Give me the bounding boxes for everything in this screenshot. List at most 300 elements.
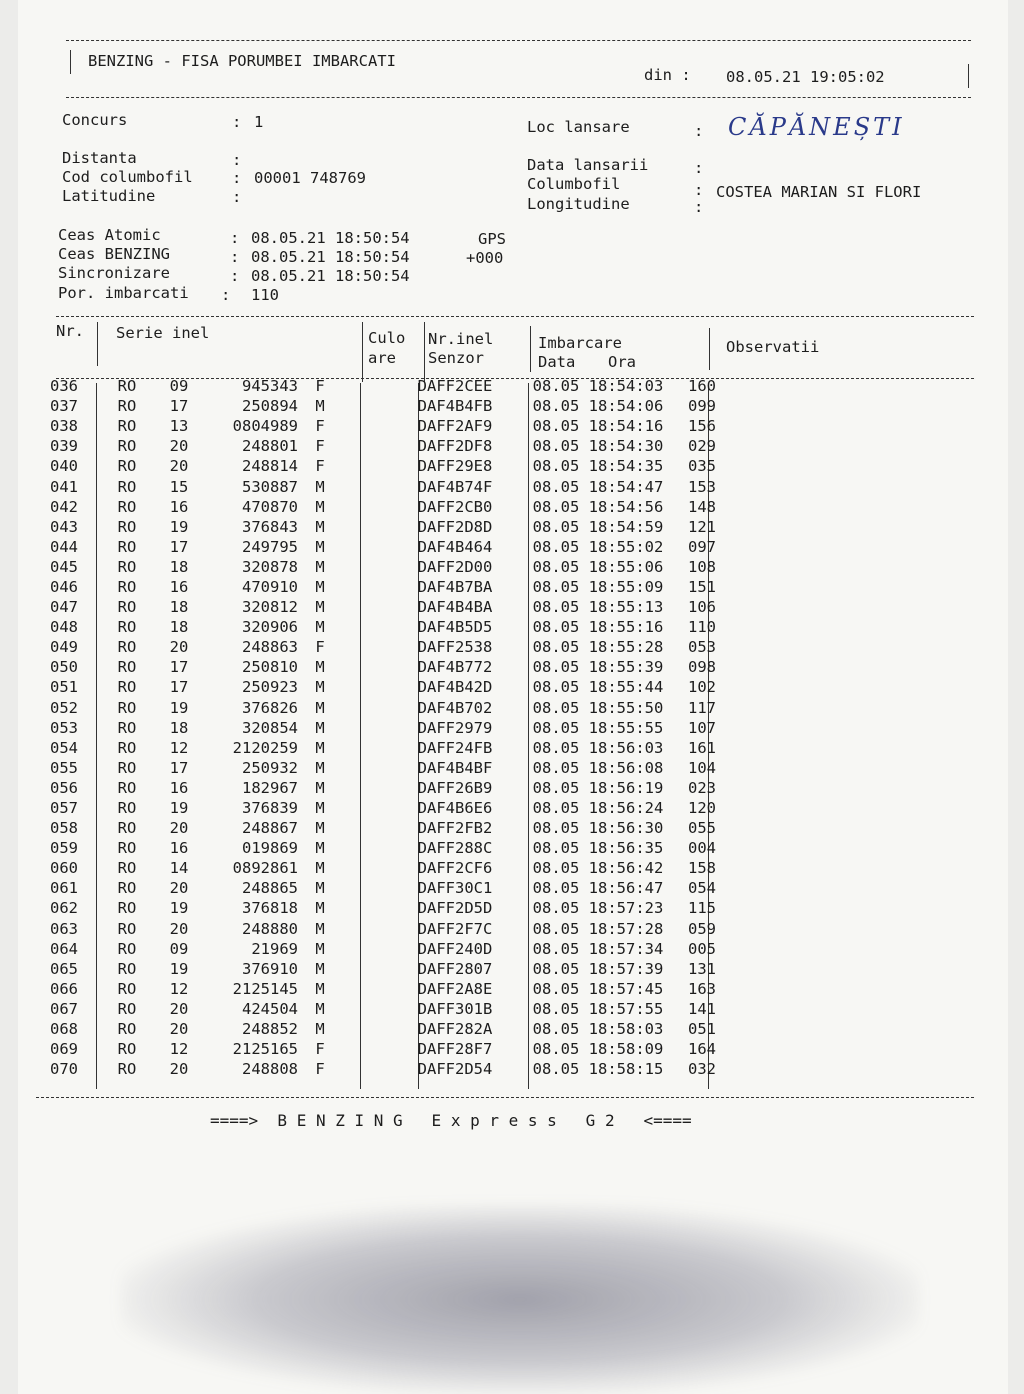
boarding-datetime	[508, 858, 688, 878]
cod-columbofil-label: Cod columbofil	[62, 168, 193, 186]
ring-color	[342, 1039, 402, 1059]
ring-row-nr: 036	[50, 377, 78, 396]
boarding-datetime	[508, 617, 688, 637]
ring-year: 18	[169, 718, 189, 737]
boarding-date: 08.05	[532, 879, 580, 898]
ring-year: 20	[169, 437, 189, 456]
table-row	[50, 778, 748, 798]
ring-number: 0804989	[232, 417, 298, 436]
col-culoare-header-2: are	[368, 349, 396, 367]
ring-number: 0892861	[232, 859, 298, 878]
ring-sex: M	[315, 658, 325, 677]
table-row	[50, 396, 748, 416]
boarding-date: 08.05	[532, 537, 580, 556]
boarding-time: 18:57:23	[588, 899, 664, 918]
ring-sex: F	[315, 638, 325, 657]
ring-sex: M	[315, 819, 325, 838]
boarding-date: 08.05	[532, 758, 580, 777]
ring-year: 19	[169, 698, 189, 717]
boarding-time: 18:56:08	[588, 758, 664, 777]
observation: 158	[688, 859, 716, 878]
observation: 163	[688, 979, 716, 998]
ring-sex: M	[315, 899, 325, 918]
din-value: 08.05.21 19:05:02	[726, 68, 885, 86]
observation: 023	[688, 778, 716, 797]
ring-row-nr: 054	[50, 738, 78, 757]
ring-sex: M	[315, 1020, 325, 1039]
boarding-datetime	[508, 657, 688, 677]
ceas-benzing-offset: +000	[466, 249, 504, 267]
boarding-datetime	[508, 1019, 688, 1039]
boarding-date: 08.05	[532, 457, 580, 476]
boarding-date: 08.05	[532, 979, 580, 998]
boarding-date: 08.05	[532, 899, 580, 918]
ring-sex: M	[315, 979, 325, 998]
footer-brand: ====> B E N Z I N G E x p r e s s G 2 <====	[210, 1111, 692, 1130]
boarding-date: 08.05	[532, 1020, 580, 1039]
boarding-datetime	[508, 1039, 688, 1059]
ceas-atomic-value: 08.05.21 18:50:54	[251, 229, 410, 247]
sincronizare-label: Sincronizare	[58, 264, 170, 282]
ring-sex: M	[315, 959, 325, 978]
boarding-datetime	[508, 798, 688, 818]
observation: 053	[688, 638, 716, 657]
table-row	[50, 738, 748, 758]
ring-number: 320812	[242, 598, 298, 617]
table-row	[50, 436, 748, 456]
ring-year: 14	[169, 859, 189, 878]
sensor-id: DAFF2FB2	[417, 819, 493, 838]
ceas-benzing-label: Ceas BENZING	[58, 245, 170, 263]
sincronizare-sep: :	[230, 267, 240, 285]
ring-number: 250932	[242, 758, 298, 777]
porumbei-imbarcati-sep: :	[221, 286, 231, 304]
ring-year: 20	[169, 1020, 189, 1039]
ring-color	[342, 1059, 402, 1079]
table-row	[50, 698, 748, 718]
sensor-id: DAFF2CB0	[417, 497, 493, 516]
ring-year: 09	[169, 377, 189, 396]
ring-year: 18	[169, 618, 189, 637]
boarding-time: 18:55:06	[588, 557, 664, 576]
observation: 032	[688, 1060, 716, 1079]
boarding-date: 08.05	[532, 577, 580, 596]
table-row	[50, 577, 748, 597]
ring-row-nr: 060	[50, 859, 78, 878]
col-observatii-header: Observatii	[726, 338, 820, 356]
sensor-id: DAFF24FB	[417, 738, 493, 757]
ring-sex: M	[315, 919, 325, 938]
ring-sex: M	[315, 517, 325, 536]
table-row	[50, 878, 748, 898]
table-row	[50, 919, 748, 939]
boarding-datetime	[508, 1059, 688, 1079]
ring-number: 470870	[242, 497, 298, 516]
boarding-datetime	[508, 818, 688, 838]
table-row	[50, 456, 748, 476]
ring-year: 19	[169, 517, 189, 536]
boarding-date: 08.05	[532, 718, 580, 737]
sensor-id: DAFF2979	[417, 718, 493, 737]
boarding-date: 08.05	[532, 1060, 580, 1079]
ring-year: 12	[169, 738, 189, 757]
ring-row-nr: 040	[50, 457, 78, 476]
table-row	[50, 517, 748, 537]
ring-number: 250810	[242, 658, 298, 677]
boarding-datetime	[508, 577, 688, 597]
boarding-datetime	[508, 919, 688, 939]
boarding-date: 08.05	[532, 417, 580, 436]
ring-country: RO	[117, 537, 137, 556]
ring-row-nr: 048	[50, 618, 78, 637]
observation: 153	[688, 477, 716, 496]
sensor-id: DAFF2D8D	[417, 517, 493, 536]
observation: 131	[688, 959, 716, 978]
cod-columbofil-sep: :	[232, 169, 242, 187]
ring-row-nr: 056	[50, 778, 78, 797]
ring-row-nr: 046	[50, 577, 78, 596]
ring-row-nr: 062	[50, 899, 78, 918]
ring-country: RO	[117, 638, 137, 657]
boarding-time: 18:55:44	[588, 678, 664, 697]
loc-lansare-sep: :	[694, 122, 704, 140]
col-senzor-header-2: Senzor	[428, 349, 484, 367]
ring-row-nr: 066	[50, 979, 78, 998]
ring-number: 530887	[242, 477, 298, 496]
ring-color	[342, 818, 402, 838]
boarding-time: 18:54:03	[588, 377, 664, 396]
boarding-time: 18:55:50	[588, 698, 664, 717]
ring-row-nr: 052	[50, 698, 78, 717]
col-separator-imbarcare	[709, 328, 710, 370]
ring-year: 17	[169, 658, 189, 677]
ring-number: 182967	[242, 778, 298, 797]
boarding-datetime	[508, 396, 688, 416]
table-row	[50, 376, 748, 396]
ring-year: 12	[169, 979, 189, 998]
boarding-datetime	[508, 416, 688, 436]
observation: 156	[688, 417, 716, 436]
ring-row-nr: 065	[50, 959, 78, 978]
boarding-time: 18:56:35	[588, 839, 664, 858]
ring-sex: M	[315, 557, 325, 576]
ring-color	[342, 898, 402, 918]
col-serie-header: Serie inel	[116, 324, 210, 342]
boarding-table-body	[50, 376, 748, 1079]
table-row	[50, 818, 748, 838]
col-senzor-header-1: Nr.inel	[428, 330, 494, 348]
data-lansarii-label: Data lansarii	[527, 156, 649, 174]
observation: 115	[688, 899, 716, 918]
table-row	[50, 939, 748, 959]
sensor-id: DAF4B5D5	[417, 618, 493, 637]
ring-sex: F	[315, 1060, 325, 1079]
boarding-datetime	[508, 637, 688, 657]
ring-sex: M	[315, 758, 325, 777]
distanta-label: Distanta	[62, 149, 137, 167]
boarding-date: 08.05	[532, 397, 580, 416]
ring-color	[342, 878, 402, 898]
ring-sex: F	[315, 1040, 325, 1059]
ring-color	[342, 416, 402, 436]
sincronizare-value: 08.05.21 18:50:54	[251, 267, 410, 285]
boarding-time: 18:56:47	[588, 879, 664, 898]
ring-sex: M	[315, 799, 325, 818]
boarding-date: 08.05	[532, 1040, 580, 1059]
ring-country: RO	[117, 598, 137, 617]
ring-number: 320906	[242, 618, 298, 637]
boarding-time: 18:55:13	[588, 598, 664, 617]
boarding-datetime	[508, 878, 688, 898]
boarding-time: 18:56:30	[588, 819, 664, 838]
boarding-table	[50, 376, 748, 1079]
ring-row-nr: 050	[50, 658, 78, 677]
ring-number: 21969	[251, 939, 298, 958]
boarding-datetime	[508, 597, 688, 617]
observation: 097	[688, 537, 716, 556]
concurs-sep: :	[232, 113, 242, 131]
ring-number: 376839	[242, 799, 298, 818]
ring-year: 16	[169, 497, 189, 516]
ring-color	[342, 858, 402, 878]
table-row	[50, 617, 748, 637]
ring-sex: M	[315, 537, 325, 556]
table-row	[50, 898, 748, 918]
table-row	[50, 959, 748, 979]
ring-color	[342, 677, 402, 697]
observation: 110	[688, 618, 716, 637]
boarding-datetime	[508, 537, 688, 557]
ring-row-nr: 043	[50, 517, 78, 536]
boarding-time: 18:57:34	[588, 939, 664, 958]
ring-year: 20	[169, 457, 189, 476]
ring-row-nr: 059	[50, 839, 78, 858]
boarding-datetime	[508, 517, 688, 537]
table-row	[50, 657, 748, 677]
boarding-time: 18:55:09	[588, 577, 664, 596]
ring-number: 248808	[242, 1060, 298, 1079]
ring-number: 248865	[242, 879, 298, 898]
boarding-datetime	[508, 838, 688, 858]
ring-sex: M	[315, 999, 325, 1018]
ring-number: 376826	[242, 698, 298, 717]
ring-row-nr: 061	[50, 879, 78, 898]
boarding-time: 18:58:15	[588, 1060, 664, 1079]
ring-color	[342, 999, 402, 1019]
ring-country: RO	[117, 457, 137, 476]
ring-sex: M	[315, 577, 325, 596]
ring-sex: M	[315, 598, 325, 617]
ring-number: 376910	[242, 959, 298, 978]
ring-country: RO	[117, 1020, 137, 1039]
observation: 164	[688, 1040, 716, 1059]
ring-sex: M	[315, 397, 325, 416]
table-row	[50, 476, 748, 496]
ring-country: RO	[117, 999, 137, 1018]
ring-number: 2125145	[232, 979, 298, 998]
boarding-date: 08.05	[532, 799, 580, 818]
boarding-time: 18:55:39	[588, 658, 664, 677]
boarding-datetime	[508, 999, 688, 1019]
sensor-id: DAFF29E8	[417, 457, 493, 476]
observation: 005	[688, 939, 716, 958]
ring-country: RO	[117, 778, 137, 797]
ring-sex: M	[315, 698, 325, 717]
sensor-id: DAFF2538	[417, 638, 493, 657]
ring-color	[342, 1019, 402, 1039]
ring-year: 19	[169, 899, 189, 918]
ring-sex: M	[315, 879, 325, 898]
ring-number: 248852	[242, 1020, 298, 1039]
boarding-time: 18:55:02	[588, 537, 664, 556]
ring-row-nr: 069	[50, 1040, 78, 1059]
ring-color	[342, 657, 402, 677]
table-row	[50, 999, 748, 1019]
sensor-id: DAFF301B	[417, 999, 493, 1018]
ring-country: RO	[117, 819, 137, 838]
ring-color	[342, 517, 402, 537]
boarding-time: 18:58:03	[588, 1020, 664, 1039]
ring-row-nr: 055	[50, 758, 78, 777]
boarding-datetime	[508, 898, 688, 918]
boarding-datetime	[508, 778, 688, 798]
header-top-border	[66, 40, 971, 41]
boarding-date: 08.05	[532, 557, 580, 576]
ring-country: RO	[117, 1060, 137, 1079]
ring-year: 16	[169, 778, 189, 797]
ring-country: RO	[117, 417, 137, 436]
ring-color	[342, 838, 402, 858]
boarding-date: 08.05	[532, 939, 580, 958]
ring-color	[342, 537, 402, 557]
ring-year: 18	[169, 598, 189, 617]
boarding-datetime	[508, 436, 688, 456]
col-data-header: Data	[538, 353, 576, 371]
ring-sex: F	[315, 377, 325, 396]
sensor-id: DAFF2807	[417, 959, 493, 978]
sensor-id: DAFF2DF8	[417, 437, 493, 456]
header-left-border	[70, 50, 71, 74]
boarding-time: 18:56:24	[588, 799, 664, 818]
ceas-atomic-label: Ceas Atomic	[58, 226, 161, 244]
ring-row-nr: 063	[50, 919, 78, 938]
ring-country: RO	[117, 477, 137, 496]
col-separator-culoare	[424, 322, 425, 382]
ring-row-nr: 037	[50, 397, 78, 416]
data-lansarii-sep: :	[694, 159, 704, 177]
ceas-benzing-value: 08.05.21 18:50:54	[251, 248, 410, 266]
boarding-date: 08.05	[532, 638, 580, 657]
porumbei-imbarcati-value: 110	[251, 286, 279, 304]
columbofil-value: COSTEA MARIAN SI FLORI	[716, 183, 922, 201]
ring-color	[342, 557, 402, 577]
table-row	[50, 858, 748, 878]
sensor-id: DAF4B702	[417, 698, 493, 717]
boarding-date: 08.05	[532, 819, 580, 838]
ring-country: RO	[117, 517, 137, 536]
ring-row-nr: 039	[50, 437, 78, 456]
ring-year: 17	[169, 537, 189, 556]
din-label: din :	[644, 66, 691, 84]
ring-row-nr: 049	[50, 638, 78, 657]
ring-row-nr: 057	[50, 799, 78, 818]
ring-sex: M	[315, 678, 325, 697]
boarding-datetime	[508, 979, 688, 999]
boarding-datetime	[508, 476, 688, 496]
ring-year: 17	[169, 758, 189, 777]
sensor-id: DAFF2D5D	[417, 899, 493, 918]
boarding-datetime	[508, 497, 688, 517]
sensor-id: DAFF2A8E	[417, 979, 493, 998]
ring-number: 248867	[242, 819, 298, 838]
ring-year: 15	[169, 477, 189, 496]
table-row	[50, 637, 748, 657]
boarding-date: 08.05	[532, 517, 580, 536]
sensor-id: DAF4B772	[417, 658, 493, 677]
ring-color	[342, 456, 402, 476]
ring-row-nr: 042	[50, 497, 78, 516]
table-row	[50, 838, 748, 858]
ring-number: 248880	[242, 919, 298, 938]
ring-color	[342, 476, 402, 496]
boarding-date: 08.05	[532, 678, 580, 697]
table-row	[50, 758, 748, 778]
boarding-time: 18:57:28	[588, 919, 664, 938]
ring-year: 09	[169, 939, 189, 958]
ring-row-nr: 041	[50, 477, 78, 496]
observation: 054	[688, 879, 716, 898]
boarding-time: 18:54:47	[588, 477, 664, 496]
ring-number: 320878	[242, 557, 298, 576]
boarding-datetime	[508, 718, 688, 738]
ring-row-nr: 044	[50, 537, 78, 556]
boarding-date: 08.05	[532, 698, 580, 717]
boarding-datetime	[508, 758, 688, 778]
ring-color	[342, 637, 402, 657]
longitudine-sep: :	[694, 198, 704, 216]
observation: 106	[688, 598, 716, 617]
ring-number: 320854	[242, 718, 298, 737]
ring-year: 20	[169, 919, 189, 938]
sensor-id: DAFF30C1	[417, 879, 493, 898]
ring-number: 376843	[242, 517, 298, 536]
ring-year: 16	[169, 839, 189, 858]
table-row	[50, 1059, 748, 1079]
ring-number: 2125165	[232, 1040, 298, 1059]
boarding-time: 18:54:06	[588, 397, 664, 416]
boarding-date: 08.05	[532, 598, 580, 617]
ring-sex: F	[315, 437, 325, 456]
ring-number: 250923	[242, 678, 298, 697]
observation: 151	[688, 577, 716, 596]
ring-color	[342, 577, 402, 597]
header-bottom-border	[66, 97, 971, 98]
boarding-time: 18:54:30	[588, 437, 664, 456]
observation: 004	[688, 839, 716, 858]
boarding-date: 08.05	[532, 738, 580, 757]
ring-country: RO	[117, 437, 137, 456]
concurs-value: 1	[254, 113, 264, 131]
concurs-label: Concurs	[62, 111, 128, 129]
table-row	[50, 537, 748, 557]
boarding-datetime	[508, 376, 688, 396]
ring-sex: M	[315, 477, 325, 496]
boarding-datetime	[508, 456, 688, 476]
ring-row-nr: 053	[50, 718, 78, 737]
loc-lansare-handwritten: CĂPĂNEȘTI	[728, 113, 905, 141]
ring-sex: M	[315, 718, 325, 737]
sensor-id: DAF4B6E6	[417, 799, 493, 818]
